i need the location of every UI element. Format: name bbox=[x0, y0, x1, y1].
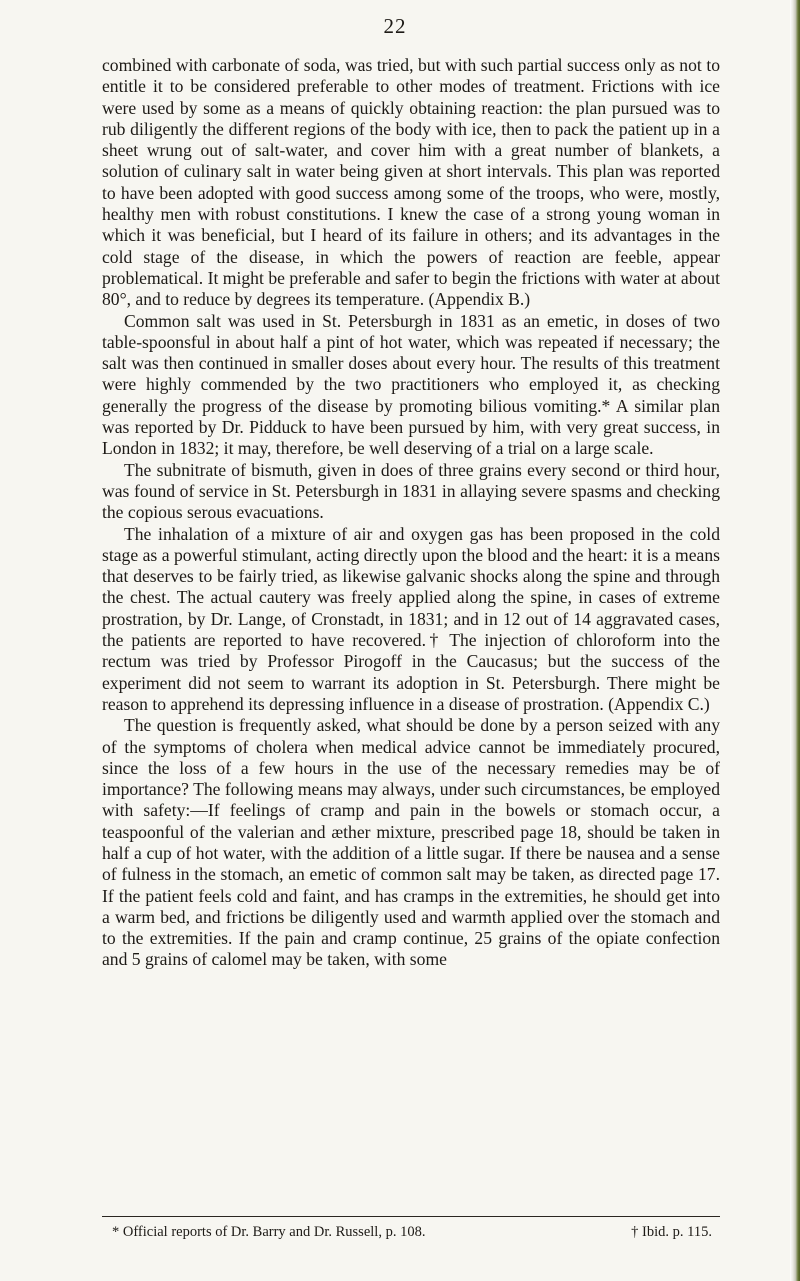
paragraph-frictions: combined with carbonate of soda, was tried, but with such partial success only as not to entitle it to be considered preferable to other modes of treatment. Frictions with ice were used by some as a means of quickly obtaining reaction: the plan pursued was to rub diligently the different regions of the body with ice, then to pack the patient up in a sheet wrung out of salt-water, and cover him with a great number of blankets, a solution of culinary salt in water being given at short intervals. This plan was reported to have been adopted with good success among some of the troops, who were, mostly, healthy men with robust constitutions. I knew the case of a strong young woman in which it was beneficial, but I heard of its failure in others; and its advantages in the cold stage of the disease, in which the powers of reaction are feeble, appear problematical. It might be preferable and safer to begin the frictions with water at about 80°, and to reduce by degrees its temperature. (Appendix B.) bbox=[102, 55, 720, 310]
paragraph-bismuth: The subnitrate of bismuth, given in does of three grains every second or third hour, was found of service in St. Petersburgh in 1831 in allaying severe spasms and checking the copious serous evacuations. bbox=[102, 459, 720, 523]
page-edge bbox=[790, 0, 800, 1281]
body-text bbox=[102, 55, 720, 971]
footnote-ibid: † Ibid. p. 115. bbox=[631, 1224, 712, 1240]
paragraph-inhalation: The inhalation of a mixture of air and oxygen gas has been proposed in the cold stage as a powerful stimulant, acting directly upon the blood and the heart: it is a means that deserves to be fairly tried, as likewise galvanic shocks along the spine and through the chest. The actual cautery was freely applied along the spine, in cases of extreme prostration, by Dr. Lange, of Cronstadt, in 1831; and in 12 out of 14 aggravated cases, the patients are reported to have recovered.† The injection of chloroform into the rectum was tried by Professor Pirogoff in the Caucasus; but the success of the experiment did not seem to warrant its adoption in St. Petersburgh. There might be reason to apprehend its depressing influence in a disease of prostration. (Appendix C.) bbox=[102, 523, 720, 714]
footnote-official-reports: * Official reports of Dr. Barry and Dr. Russell, p. 108. bbox=[112, 1224, 426, 1240]
page-number: 22 bbox=[383, 14, 407, 38]
paragraph-common-salt: Common salt was used in St. Petersburgh in 1831 as an emetic, in doses of two table-spoonsful in about half a pint of hot water, which was repeated if necessary; the salt was then continued in smaller doses about every hour. The results of this treatment were highly commended by the two practitioners who employed it, as checking generally the progress of the disease by promoting bilious vomiting.* A similar plan was reported by Dr. Pidduck to have been pursued by him, with very great success, in London in 1832; it may, therefore, be well deserving of a trial on a large scale. bbox=[102, 310, 720, 459]
footnotes bbox=[112, 1224, 712, 1241]
footnote-divider bbox=[102, 1216, 720, 1217]
paragraph-question: The question is frequently asked, what should be done by a person seized with any of the symptoms of cholera when medical advice cannot be immediately procured, since the loss of a few hours in the use of the necessary remedies may be of importance? The following means may always, under such circumstances, be employed with safety:—If feelings of cramp and pain in the bowels or stomach occur, a teaspoonful of the valerian and æther mixture, prescribed page 18, should be taken in half a cup of hot water, with the addition of a little sugar. If there be nausea and a sense of fulness in the stomach, an emetic of common salt may be taken, as directed page 17. If the patient feels cold and faint, and has cramps in the extremities, he should get into a warm bed, and frictions be diligently used and warmth applied over the stomach and to the extremities. If the pain and cramp continue, 25 grains of the opiate confection and 5 grains of calomel may be taken, with some bbox=[102, 715, 720, 970]
